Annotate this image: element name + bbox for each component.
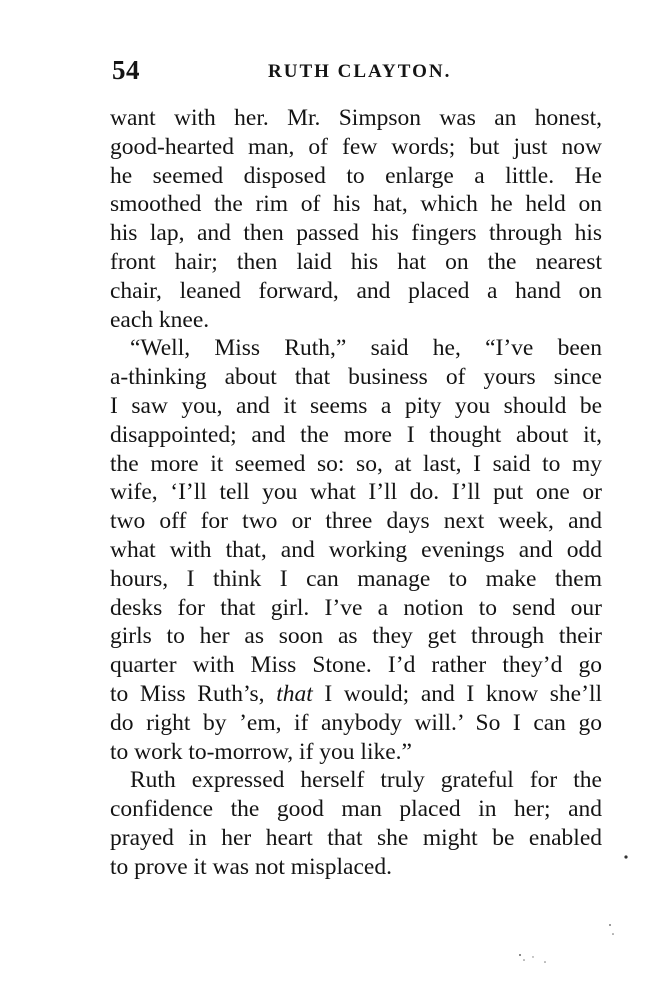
text-line: each knee. — [110, 306, 210, 333]
page-header — [112, 55, 617, 91]
body-text — [110, 104, 602, 882]
text-line: confidence the good man placed in her; and — [110, 796, 602, 823]
text-line: to work to-morrow, if you like.” — [110, 738, 412, 765]
text-line: front hair; then laid his hat on the nearest — [110, 248, 602, 275]
text-line-with-emphasis — [110, 680, 602, 709]
text-segment: to Miss Ruth’s, — [110, 680, 277, 707]
text-line: his lap, and then passed his fingers through his — [110, 220, 602, 247]
text-line: I saw you, and it seems a pity you should be — [110, 392, 602, 419]
text-line: “Well, Miss Ruth,” said he, “I’ve been — [130, 335, 602, 362]
text-line: he seemed disposed to enlarge a little. He — [110, 162, 602, 189]
running-title: RUTH CLAYTON. — [268, 61, 452, 82]
text-line: the more it seemed so: so, at last, I said to my — [110, 450, 602, 477]
text-line: disappointed; and the more I thought about it, — [110, 421, 602, 448]
emphasized-word: that — [276, 680, 313, 707]
text-line: a-thinking about that business of yours since — [110, 364, 602, 391]
text-line: what with that, and working evenings and odd — [110, 536, 602, 563]
text-line: girls to her as soon as they get through their — [110, 623, 602, 650]
paragraph-3 — [110, 766, 602, 881]
text-line: to prove it was not misplaced. — [110, 853, 392, 880]
text-line: desks for that girl. I’ve a notion to send our — [110, 594, 602, 621]
text-line: want with her. Mr. Simpson was an honest, — [110, 105, 602, 131]
text-line: two off for two or three days next week, and — [110, 508, 602, 535]
page-number: 54 — [112, 55, 140, 85]
text-line: prayed in her heart that she might be enabled — [110, 824, 602, 851]
text-line: Ruth expressed herself truly grateful for the — [130, 767, 602, 794]
paragraph-2 — [110, 334, 602, 766]
text-line: quarter with Miss Stone. I’d rather they’d go — [110, 652, 602, 679]
text-segment: I would; and I know she’ll — [312, 680, 602, 707]
text-line: smoothed the rim of his hat, which he held on — [110, 191, 602, 218]
text-line: good-hearted man, of few words; but just now — [110, 133, 602, 160]
text-line: wife, ‘I’ll tell you what I’ll do. I’ll put one or — [110, 479, 602, 506]
paragraph-1 — [110, 104, 602, 334]
text-line: chair, leaned forward, and placed a hand on — [110, 277, 602, 304]
text-line: hours, I think I can manage to make them — [110, 565, 602, 592]
text-line: do right by ’em, if anybody will.’ So I can go — [110, 709, 602, 736]
